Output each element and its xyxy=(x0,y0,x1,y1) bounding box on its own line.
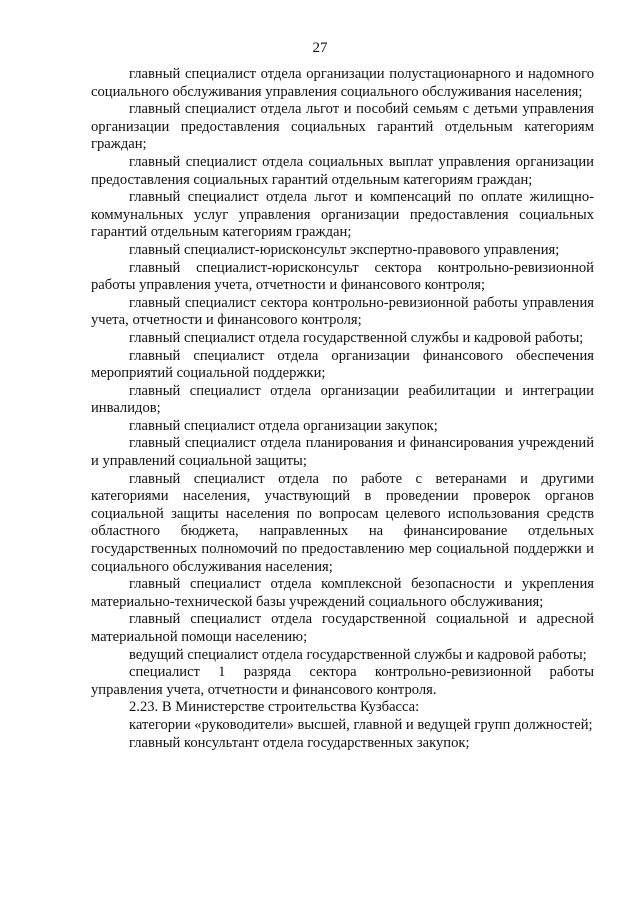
paragraph: главный специалист-юрисконсульт экспертно-правового управления; xyxy=(129,241,560,258)
paragraph: главный специалист отдела комплексной безопасности и укрепления материально-технической базы учреждений социального обслуживания; xyxy=(91,576,594,610)
paragraph: главный специалист отдела организации закупок; xyxy=(129,417,438,434)
paragraph: главный специалист отдела социальных выплат управления организации предоставления социальных гарантий отдельным категориям граждан; xyxy=(91,153,594,188)
paragraph: специалист 1 разряда сектора контрольно-ревизионной работы управления учета, отчетности и финансового контроля. xyxy=(91,664,594,698)
paragraph: ведущий специалист отдела государственной службы и кадровой работы; xyxy=(129,646,587,663)
paragraph: главный специалист отдела организации реабилитации и интеграции инвалидов; xyxy=(91,382,594,417)
paragraph: главный специалист отдела организации полустационарного и надомного социального обслуживания управления социального обслуживания населения; xyxy=(91,66,594,100)
document-body xyxy=(91,66,594,752)
paragraph: главный консультант отдела государственных закупок; xyxy=(129,734,470,751)
paragraph: главный специалист отдела льгот и пособий семьям с детьми управления организации предоставления социальных гарантий отдельным категориям граждан; xyxy=(91,101,594,153)
paragraph: главный специалист отдела льгот и компенсаций по оплате жилищно-коммунальных услуг управления организации предоставления социальных гарантий отдельным категориям граждан; xyxy=(91,189,594,241)
paragraph: главный специалист-юрисконсульт сектора контрольно-ревизионной работы управления учета, отчетности и финансового контроля; xyxy=(91,259,594,294)
paragraph: главный специалист отдела государственной социальной и адресной материальной помощи населению; xyxy=(91,611,594,645)
paragraph: главный специалист отдела планирования и финансирования учреждений и управлений социальной защиты; xyxy=(91,435,594,470)
paragraph: главный специалист отдела по работе с ветеранами и другими категориями населения, участвующий в проведении проверок органов социальной защиты населения по вопросам целевого использования средств областного бюджета, направленных на финансирование отдельных государственных полномочий по предоставлению мер социальной поддержки и социального обслуживания населения; xyxy=(91,470,594,575)
paragraph: главный специалист сектора контрольно-ревизионной работы управления учета, отчетности и финансового контроля; xyxy=(91,294,594,329)
section-heading: 2.23. В Министерстве строительства Кузбасса: xyxy=(129,699,420,716)
paragraph: главный специалист отдела государственной службы и кадровой работы; xyxy=(129,329,584,346)
paragraph: главный специалист отдела организации финансового обеспечения мероприятий социальной поддержки; xyxy=(91,347,594,382)
page-number: 27 xyxy=(312,40,328,56)
paragraph: категории «руководители» высшей, главной и ведущей групп должностей; xyxy=(129,716,593,733)
